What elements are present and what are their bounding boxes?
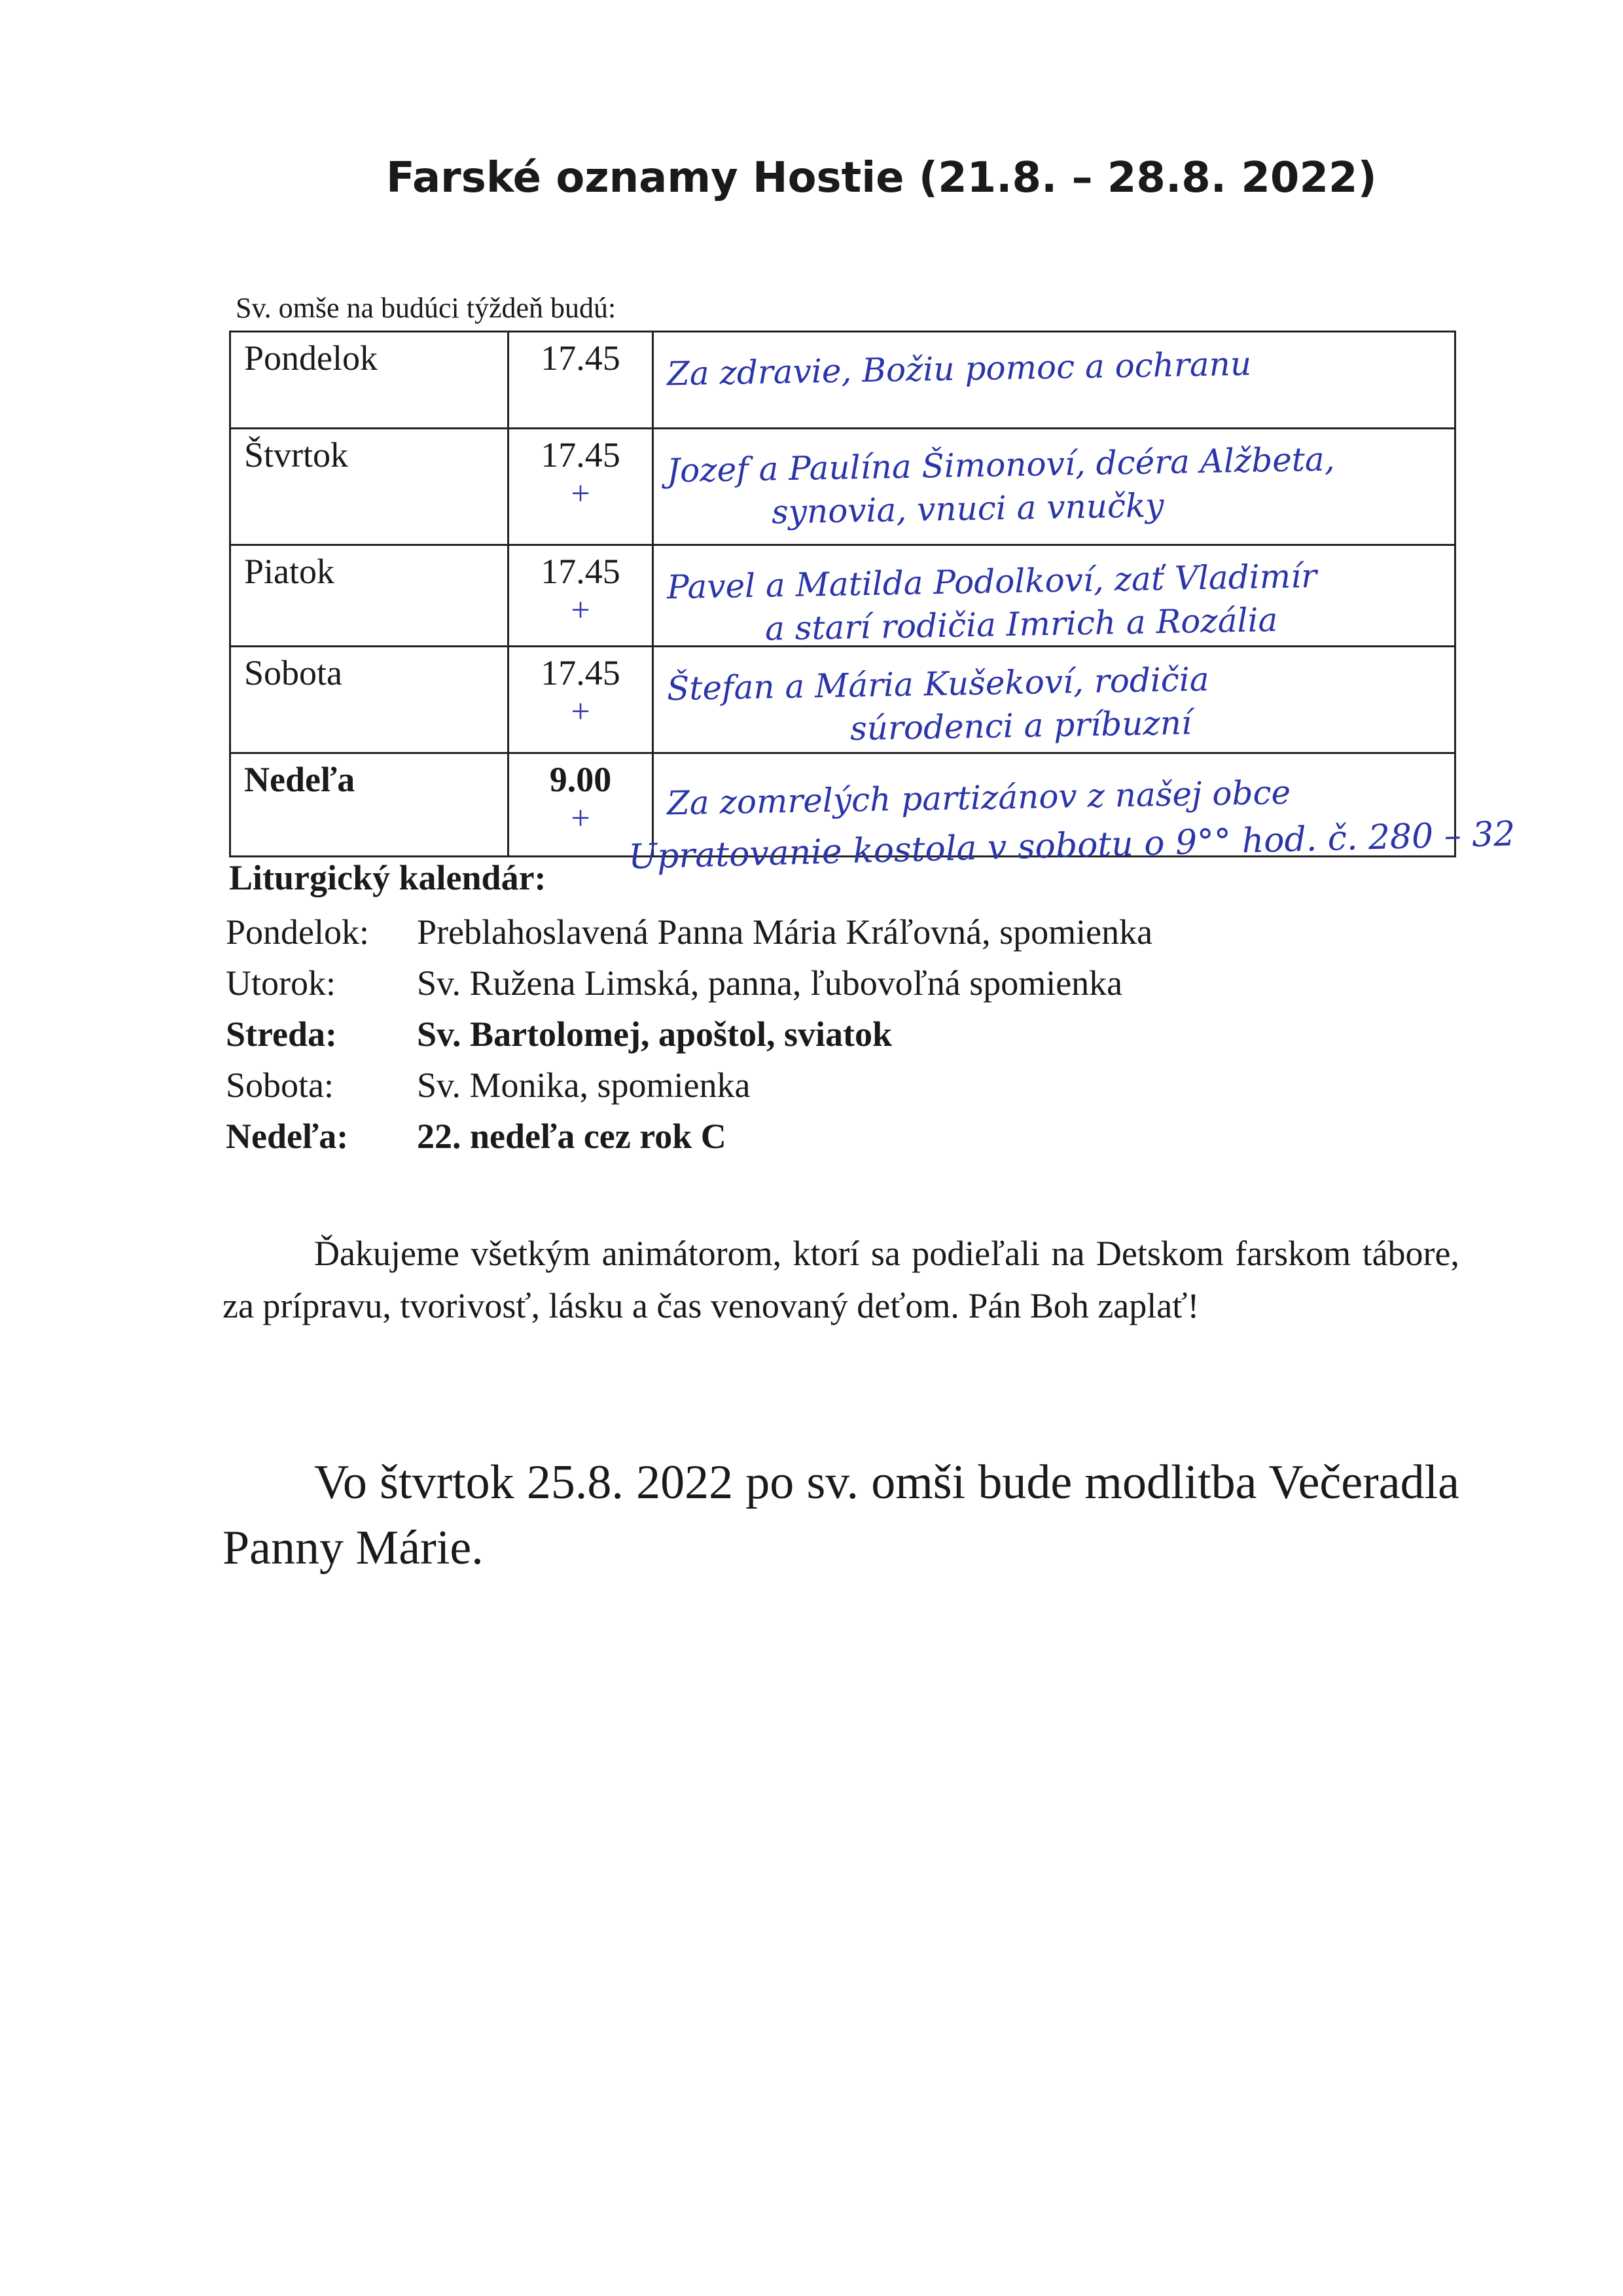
table-row	[230, 332, 1455, 429]
announcement-paragraph: Vo štvrtok 25.8. 2022 po sv. omši bude modlitba Večeradla Panny Márie.	[223, 1456, 1459, 1575]
mass-intention	[653, 332, 1455, 429]
cross-icon: +	[571, 800, 590, 837]
intention-line: a starí rodičia Imrich a Rozália	[764, 601, 1278, 648]
liturgical-text: Preblahoslavená Panna Mária Kráľovná, spomienka	[417, 912, 1153, 952]
list-item	[226, 906, 1152, 958]
liturgical-text: Sv. Ružena Limská, panna, ľubovoľná spomienka	[417, 963, 1123, 1003]
liturgical-day: Streda:	[226, 1014, 337, 1054]
list-item	[226, 1111, 1152, 1162]
intention-line: súrodenci a príbuzní	[849, 704, 1192, 748]
thanks-paragraph: Ďakujeme všetkým animátorom, ktorí sa podieľali na Detskom farskom tábore, za prípravu, tvorivosť, lásku a čas venovaný deťom. Pán Boh zaplať!	[223, 1234, 1459, 1325]
liturgical-day: Utorok:	[226, 963, 336, 1003]
liturgical-calendar	[226, 906, 1152, 1162]
mass-intention	[653, 647, 1455, 753]
intention-line: synovia, vnuci a vnučky	[771, 486, 1164, 531]
handwritten-note: Upratovanie kostola v sobotu o 9°° hod. č. 280 – 32	[628, 814, 1516, 877]
intention-line: Jozef a Paulína Šimonoví, dcéra Alžbeta,	[666, 440, 1336, 490]
mass-time: 17.45	[541, 552, 620, 591]
cross-icon: +	[571, 475, 590, 512]
mass-time-cell	[508, 545, 653, 647]
mass-time: 17.45	[541, 435, 620, 475]
intention-line: Štefan a Mária Kušekoví, rodičia	[666, 660, 1210, 708]
liturgical-text: Sv. Bartolomej, apoštol, sviatok	[417, 1014, 893, 1054]
cross-icon: +	[571, 693, 590, 730]
mass-intention	[653, 429, 1455, 545]
mass-day: Piatok	[230, 545, 508, 647]
mass-time: 17.45	[541, 338, 620, 378]
mass-time: 17.45	[541, 653, 620, 692]
mass-time: 9.00	[549, 760, 612, 799]
list-item	[226, 1060, 1152, 1111]
mass-time-cell	[508, 429, 653, 545]
liturgical-title: Liturgický kalendár:	[229, 858, 546, 897]
table-row	[230, 545, 1455, 647]
mass-day: Pondelok	[230, 332, 508, 429]
liturgical-day: Sobota:	[226, 1066, 334, 1105]
list-item	[226, 958, 1152, 1009]
intention-line: Za zdravie, Božiu pomoc a ochranu	[666, 344, 1252, 393]
list-item	[226, 1009, 1152, 1060]
mass-day: Štvrtok	[230, 429, 508, 545]
liturgical-text: Sv. Monika, spomienka	[417, 1066, 751, 1105]
intention-line: Pavel a Matilda Podolkoví, zať Vladimír	[666, 556, 1317, 607]
mass-intention	[653, 545, 1455, 647]
table-row	[230, 429, 1455, 545]
mass-time-cell	[508, 647, 653, 753]
liturgical-text: 22. nedeľa cez rok C	[417, 1117, 726, 1156]
mass-time-cell	[508, 332, 653, 429]
mass-day: Nedeľa	[230, 753, 508, 857]
intention-line: Za zomrelých partizánov z našej obce	[666, 773, 1291, 823]
table-row	[230, 647, 1455, 753]
cross-icon: +	[571, 592, 590, 629]
mass-day: Sobota	[230, 647, 508, 753]
liturgical-day: Nedeľa:	[226, 1117, 349, 1156]
page-title: Farské oznamy Hostie (21.8. – 28.8. 2022)	[386, 154, 1377, 202]
liturgical-day: Pondelok:	[226, 912, 370, 952]
mass-schedule-table	[229, 331, 1456, 857]
masses-intro: Sv. omše na budúci týždeň budú:	[236, 292, 616, 324]
